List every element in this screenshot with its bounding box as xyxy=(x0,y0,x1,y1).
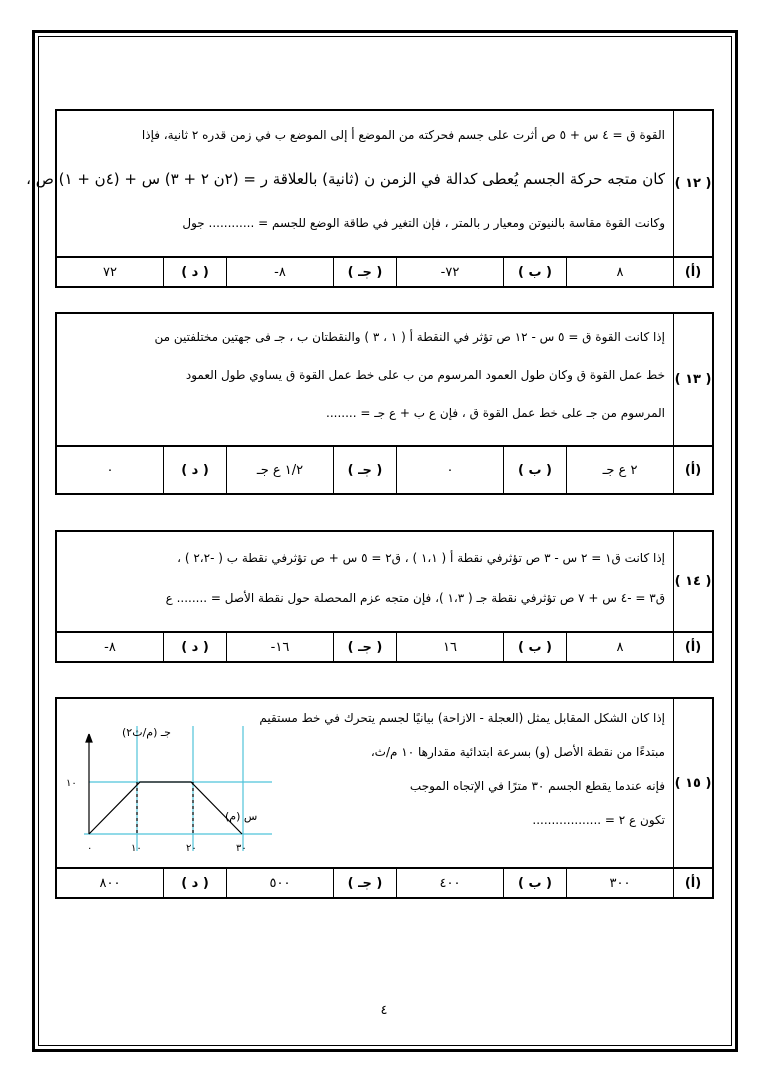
x-axis-label: س (م) xyxy=(225,810,258,823)
option-value-c[interactable]: ٥٠٠ xyxy=(226,869,333,897)
question-line: فإنه عندما يقطع الجسم ٣٠ مترًا في الإتجاه الموجب xyxy=(409,779,665,793)
question-number: ( ١٤ ) xyxy=(673,532,712,631)
x-tick-label: ٢٠ xyxy=(186,843,197,854)
question-14 xyxy=(55,530,714,663)
option-value-b[interactable]: ١٦ xyxy=(396,633,503,661)
question-text xyxy=(57,532,673,631)
option-label-b[interactable]: ( ب ) xyxy=(503,869,566,897)
question-number: ( ١٢ ) xyxy=(673,111,712,256)
question-13-box xyxy=(55,312,714,447)
option-value-a[interactable]: ٨ xyxy=(566,258,673,286)
option-label-c[interactable]: ( جـ ) xyxy=(333,258,396,286)
option-value-c[interactable]: ٨- xyxy=(226,258,333,286)
y-axis-label: جـ (م/ث٢) xyxy=(122,726,171,739)
options-row xyxy=(55,869,714,899)
option-label-b[interactable]: ( ب ) xyxy=(503,447,566,493)
option-value-a[interactable]: ٣٠٠ xyxy=(566,869,673,897)
x-tick-label: ١٠ xyxy=(131,843,142,854)
page-number: ٤ xyxy=(380,1003,388,1018)
question-12-box xyxy=(26,109,714,258)
option-value-c[interactable]: ١٦- xyxy=(226,633,333,661)
question-number: ( ١٣ ) xyxy=(673,314,712,445)
option-label-a[interactable]: (أ) xyxy=(673,869,712,897)
option-value-d[interactable]: ٧٢ xyxy=(103,264,117,280)
option-value-a[interactable]: ٨ xyxy=(566,633,673,661)
option-value-d[interactable]: ٨٠٠ xyxy=(99,875,121,891)
option-value-d[interactable]: ٨- xyxy=(104,639,116,655)
question-line: خط عمل القوة ق وكان طول العمود المرسوم من ب على خط عمل القوة ق يساوي طول العمود xyxy=(185,368,665,382)
option-label-c[interactable]: ( جـ ) xyxy=(333,447,396,493)
question-line: وكانت القوة مقاسة بالنيوتن ومعيار ر بالمتر ، فإن التغير في طاقة الوضع للجسم = ............ جول xyxy=(182,216,665,230)
options-row xyxy=(55,633,714,663)
option-label-d[interactable]: ( د ) xyxy=(163,447,226,493)
option-value-b[interactable]: ٤٠٠ xyxy=(396,869,503,897)
options-row xyxy=(55,258,714,288)
y-tick-label: ١٠ xyxy=(66,778,77,789)
graph-line xyxy=(89,782,242,834)
option-value-d[interactable]: ٠ xyxy=(106,462,114,478)
option-label-c[interactable]: ( جـ ) xyxy=(333,633,396,661)
option-value-b[interactable]: ٠ xyxy=(396,447,503,493)
y-axis-arrow xyxy=(86,734,92,742)
option-label-d[interactable]: ( د ) xyxy=(163,258,226,286)
option-value-a[interactable]: ٢ ع جـ xyxy=(566,447,673,493)
origin-label: ٠ xyxy=(87,843,93,854)
option-label-a[interactable]: (أ) xyxy=(673,633,712,661)
question-line: إذا كان الشكل المقابل يمثل (العجلة - الازاحة) بيانيًا لجسم يتحرك في خط مستقيم xyxy=(259,711,665,725)
question-12 xyxy=(26,109,714,288)
question-line: كان متجه حركة الجسم يُعطى كدالة في الزمن ن (ثانية) بالعلاقة ر = (٢ن ٢ + ٣) س + (٤ن + ١) ص ، xyxy=(26,170,665,188)
question-line: المرسوم من جـ على خط عمل القوة ق ، فإن ع ب + ع جـ = ........ xyxy=(326,406,665,420)
question-line: إذا كانت القوة ق = ٥ س - ١٢ ص تؤثر في النقطة أ ( ١ ، ٣ ) والنقطتان ب ، جـ فى جهتين مختلفتين من xyxy=(154,330,665,344)
question-line: إذا كانت ق١ = ٢ س - ٣ ص تؤثرفي نقطة أ ( ١،١ ) ، ق٢ = ٥ س + ص تؤثرفي نقطة ب ( -٢،٢ ) ، xyxy=(177,551,665,565)
option-value-c[interactable]: ١/٢ ع جـ xyxy=(226,447,333,493)
question-text xyxy=(57,314,673,445)
option-label-b[interactable]: ( ب ) xyxy=(503,633,566,661)
option-label-d[interactable]: ( د ) xyxy=(163,633,226,661)
option-value-b[interactable]: ٧٢- xyxy=(396,258,503,286)
question-text xyxy=(18,111,673,256)
question-13 xyxy=(55,312,714,495)
option-label-a[interactable]: (أ) xyxy=(673,258,712,286)
option-label-d[interactable]: ( د ) xyxy=(163,869,226,897)
question-line: القوة ق = ٤ س + ٥ ص أثرت على جسم فحركته من الموضع أ إلى الموضع ب في زمن قدره ٢ ثانية، فإذا xyxy=(141,128,665,142)
option-label-c[interactable]: ( جـ ) xyxy=(333,869,396,897)
question-number: ( ١٥ ) xyxy=(673,699,712,867)
option-label-a[interactable]: (أ) xyxy=(673,447,712,493)
x-tick-label: ٣٠ xyxy=(236,843,247,854)
options-row xyxy=(55,447,714,495)
option-label-b[interactable]: ( ب ) xyxy=(503,258,566,286)
question-line: مبتدءًا من نقطة الأصل (و) بسرعة ابتدائية مقدارها ١٠ م/ث، xyxy=(370,745,665,759)
question-line: تكون ع ٢ = .................. xyxy=(532,813,665,827)
acceleration-displacement-graph xyxy=(62,716,277,866)
question-14-box xyxy=(55,530,714,633)
question-line: ق٣ = -٤ س + ٧ ص تؤثرفي نقطة جـ ( ١،٣ )، فإن متجه عزم المحصلة حول نقطة الأصل = ........ ع xyxy=(165,591,665,605)
